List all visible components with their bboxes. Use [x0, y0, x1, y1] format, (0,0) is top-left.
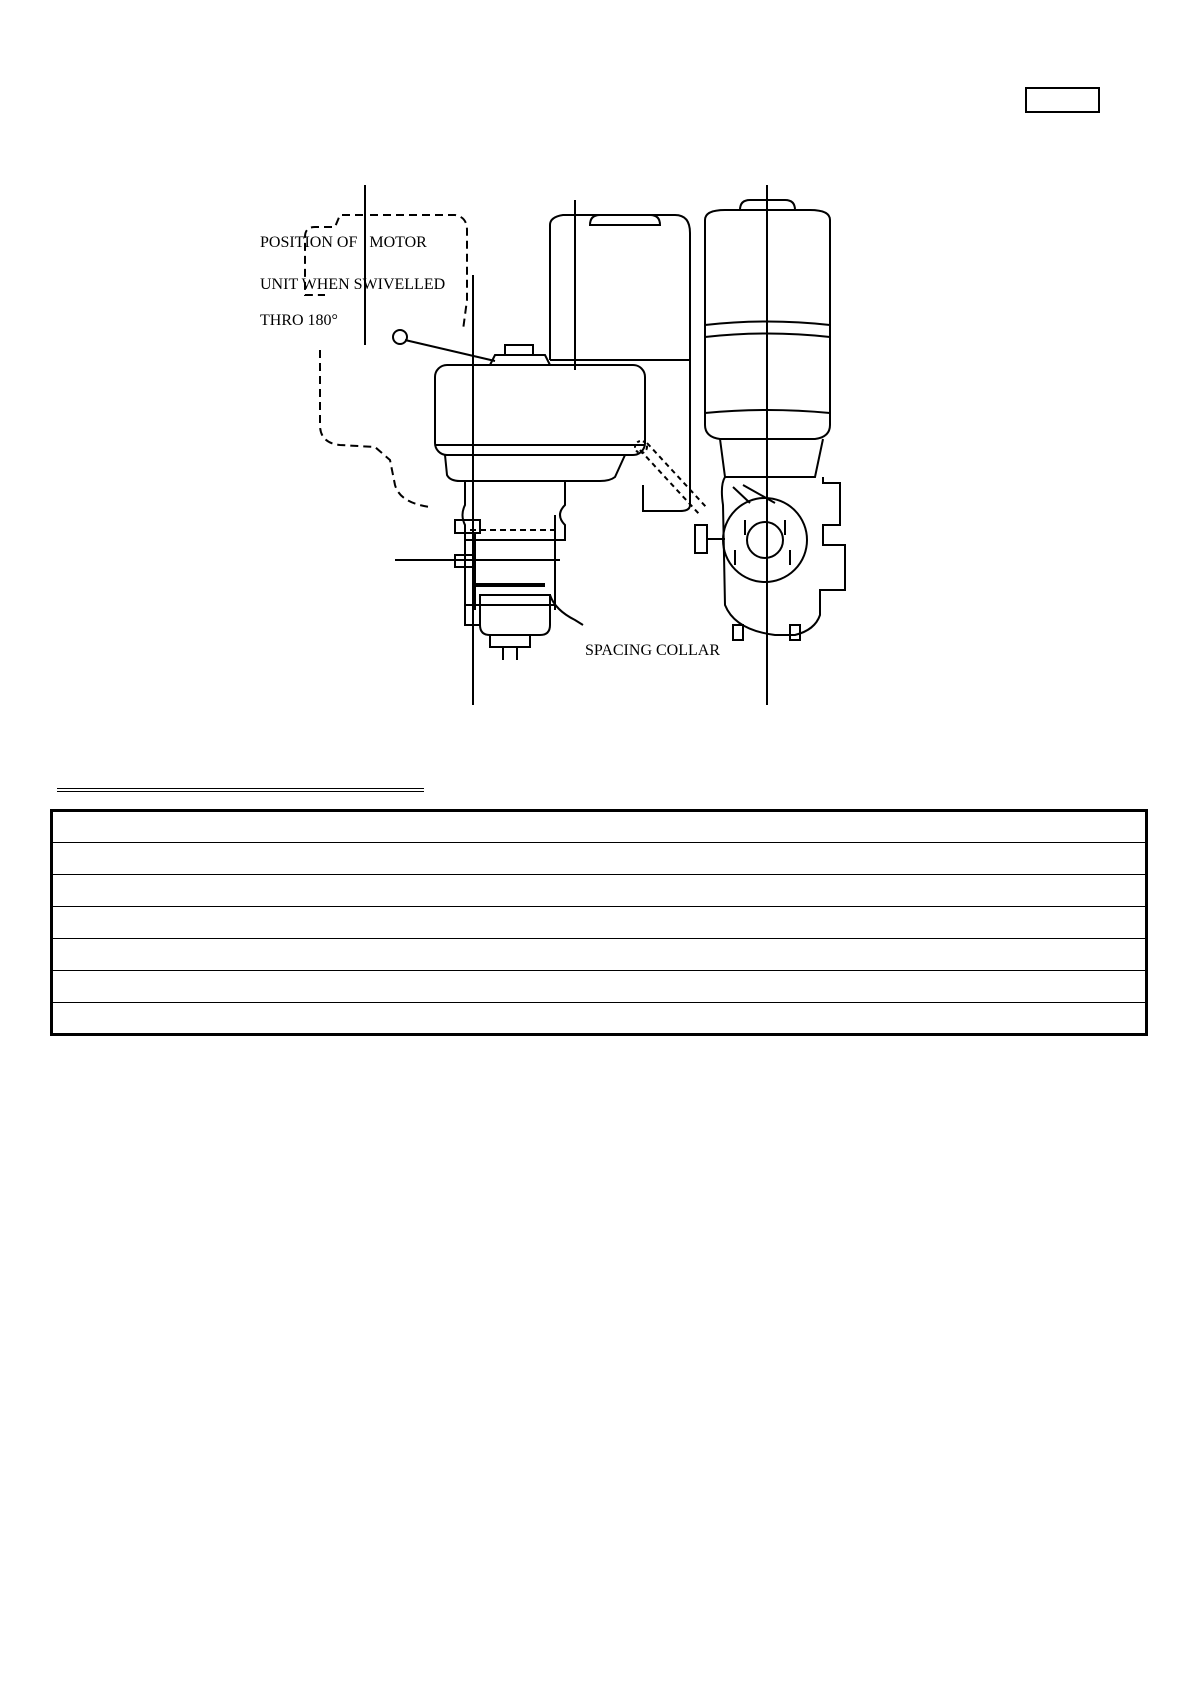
- motor-note-line1: POSITION OF MOTOR: [260, 234, 427, 251]
- motor-note-line2: UNIT WHEN SWIVELLED: [260, 276, 446, 293]
- quill-housing: [463, 481, 566, 540]
- motor-cap: [590, 215, 660, 225]
- table-cell: [52, 811, 1147, 843]
- gearbox-head: [435, 365, 645, 455]
- table-row: [52, 939, 1147, 971]
- table-cell: [52, 843, 1147, 875]
- spacing-collar-label: SPACING COLLAR: [585, 642, 720, 659]
- table-row: [52, 875, 1147, 907]
- table-cell: [52, 1003, 1147, 1035]
- table-row: [52, 1003, 1147, 1035]
- table-row: [52, 811, 1147, 843]
- motor-unit-drawing: [255, 185, 955, 705]
- table-cell: [52, 971, 1147, 1003]
- table-row: [52, 907, 1147, 939]
- table-cell: [52, 875, 1147, 907]
- table-row: [52, 843, 1147, 875]
- spec-table: [50, 809, 1148, 1036]
- table-row: [52, 971, 1147, 1003]
- swivelled-motor-outline: [305, 215, 430, 507]
- table-cell: [52, 939, 1147, 971]
- gearbox-side: [722, 477, 845, 635]
- section-heading-underline: [57, 788, 424, 792]
- spindle-nose: [480, 595, 550, 635]
- page-number-box: [1025, 87, 1100, 113]
- motor-note-line3: THRO 180°: [260, 312, 338, 329]
- table-cell: [52, 907, 1147, 939]
- spindle-bore-circle: [723, 498, 807, 582]
